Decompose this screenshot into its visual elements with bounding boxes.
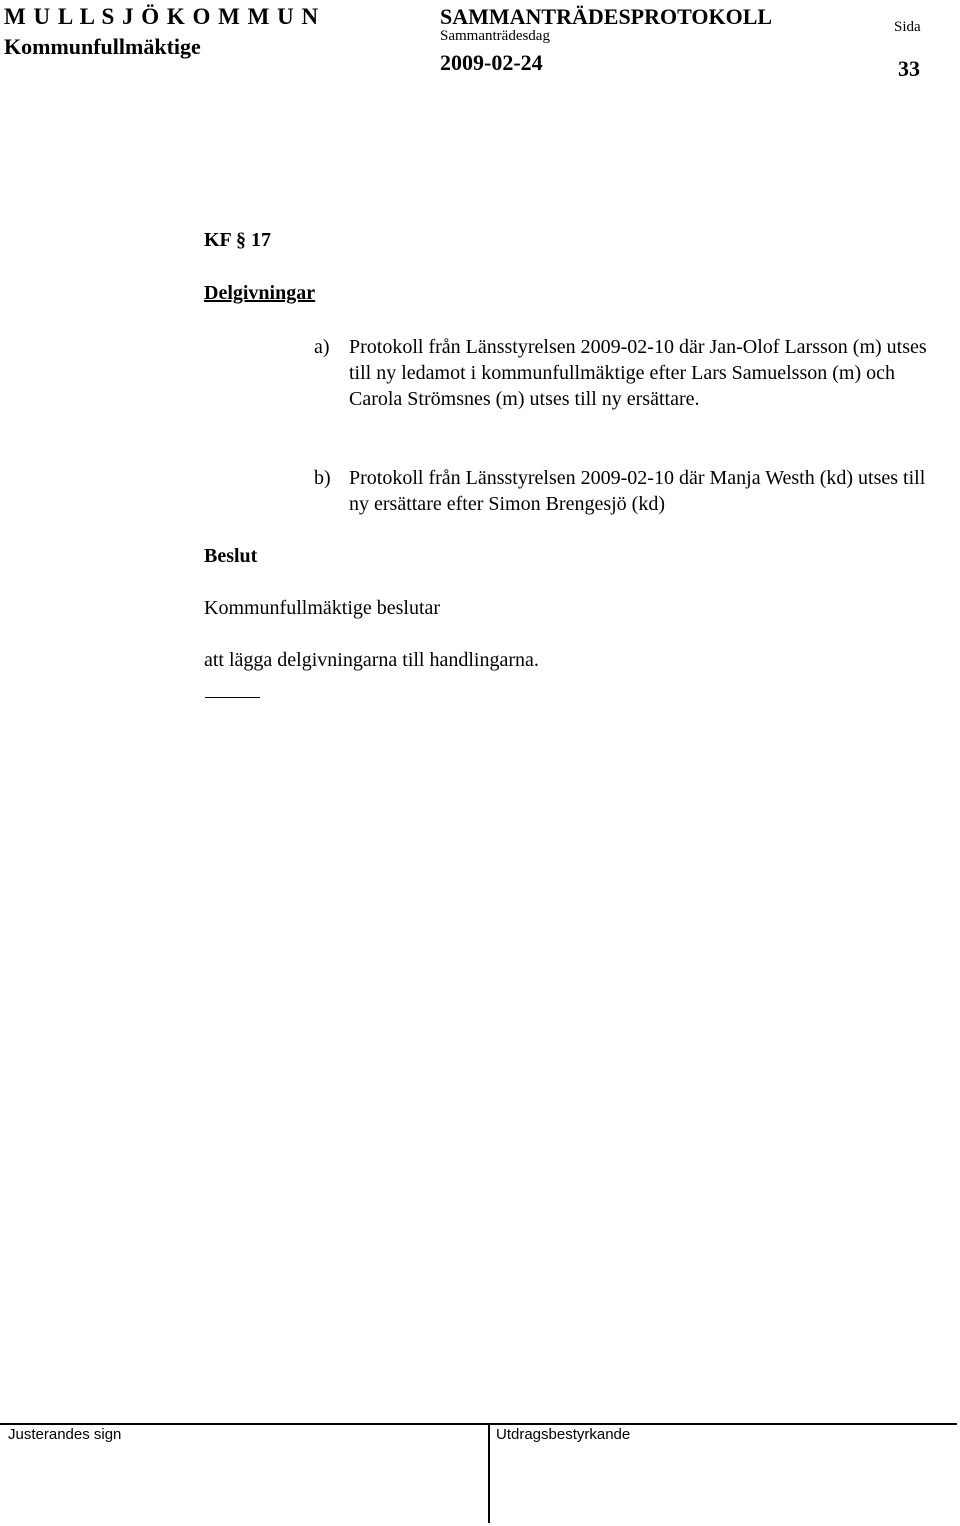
decision-text: att lägga delgivningarna till handlingarna. (204, 649, 539, 671)
list-item-marker: b) (314, 467, 331, 489)
page-label: Sida (894, 19, 921, 35)
decision-heading: Beslut (204, 545, 258, 567)
section-title: Delgivningar (204, 282, 316, 304)
list-item-text: Protokoll från Länsstyrelsen 2009-02-10 där Manja Westh (kd) utses till ny ersättare efter Simon Brengesjö (kd) (349, 467, 926, 515)
footer-signature-label: Justerandes sign (8, 1426, 122, 1443)
committee-name: Kommunfullmäktige (4, 34, 201, 59)
meeting-date: 2009-02-24 (440, 50, 543, 75)
page-number: 33 (898, 56, 920, 81)
decision-subject: Kommunfullmäktige beslutar (204, 597, 441, 619)
list-item (314, 334, 934, 412)
list-item (314, 465, 934, 517)
list-item-marker: a) (314, 336, 330, 358)
footer-certification-label: Utdragsbestyrkande (496, 1426, 631, 1443)
organization-name: M U L L S J Ö K O M M U N (4, 4, 320, 29)
footer-rule (0, 1423, 957, 1425)
meeting-date-label: Sammanträdesdag (440, 28, 550, 44)
closing-rule (205, 697, 260, 698)
section-id: KF § 17 (204, 229, 272, 251)
document-type: SAMMANTRÄDESPROTOKOLL (440, 4, 773, 29)
list-item-text: Protokoll från Länsstyrelsen 2009-02-10 där Jan-Olof Larsson (m) utses till ny ledamot i kommunfullmäktige efter Lars Samuelsson (m) och Carola Strömsnes (m) utses till ny ersättare. (349, 336, 927, 410)
footer-divider (488, 1423, 490, 1523)
